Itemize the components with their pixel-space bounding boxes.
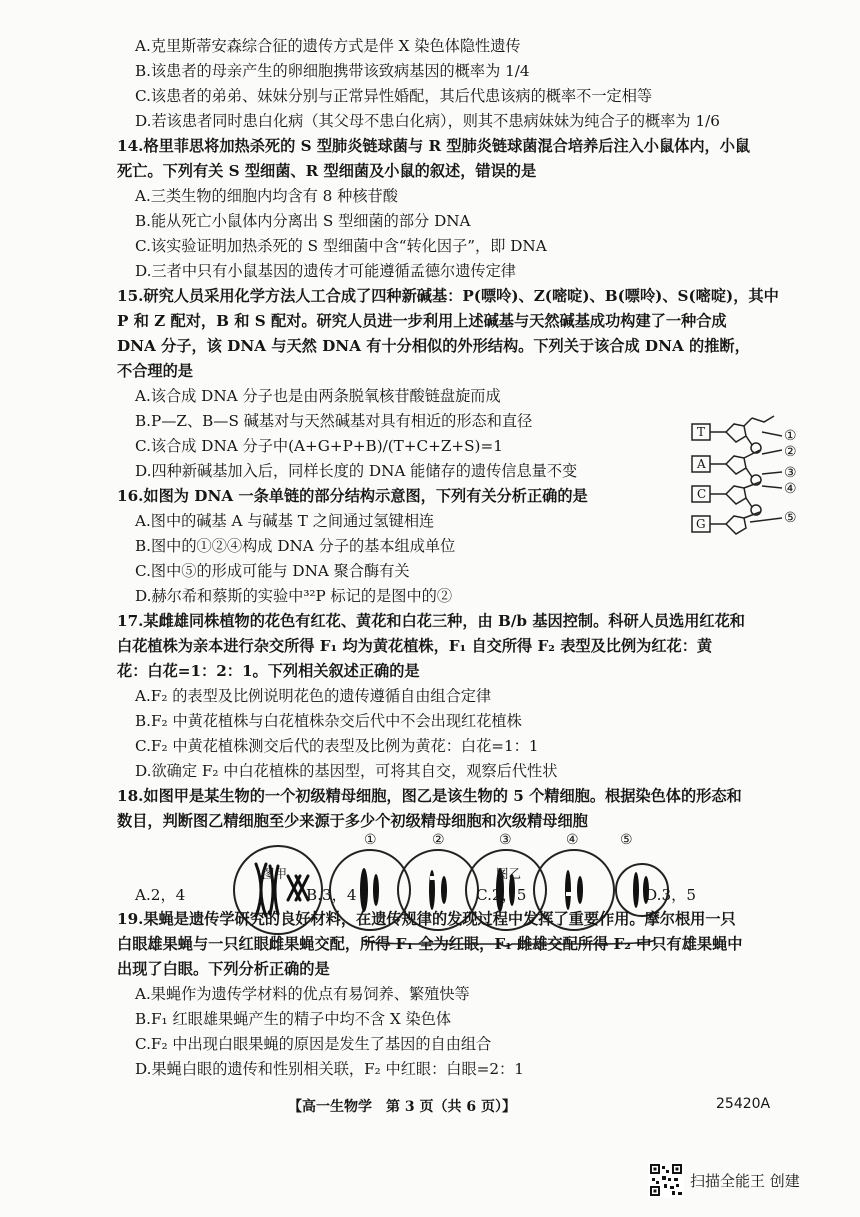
q18-choice-c: C.2，5 bbox=[476, 886, 527, 904]
cell-number-1: ① bbox=[364, 832, 377, 848]
q18-stem-line1: 18.如图甲是某生物的一个初级精母细胞，图乙是该生物的 5 个精细胞。根据染色体的形态和 bbox=[117, 787, 742, 805]
q14-option-b: B.能从死亡小鼠体内分离出 S 型细菌的部分 DNA bbox=[135, 212, 471, 230]
base-label-g: G bbox=[696, 517, 706, 531]
dna-marker-5: ⑤ bbox=[784, 510, 797, 526]
scanner-watermark: 扫描全能王 创建 bbox=[690, 1172, 800, 1190]
q13-option-d: D.若该患者同时患白化病（其父母不患白化病），则其不患病妹妹为纯合子的概率为 1/6 bbox=[135, 112, 720, 130]
q17-option-d: D.欲确定 F₂ 中白花植株的基因型，可将其自交，观察后代性状 bbox=[135, 762, 558, 780]
q13-option-b: B.该患者的母亲产生的卵细胞携带该致病基因的概率为 1/4 bbox=[135, 62, 530, 80]
base-label-a: A bbox=[697, 457, 706, 471]
q14-stem-line2: 死亡。下列有关 S 型细菌、R 型细菌及小鼠的叙述，错误的是 bbox=[117, 162, 537, 180]
q19-option-c: C.F₂ 中出现白眼果蝇的原因是发生了基因的自由组合 bbox=[135, 1035, 492, 1053]
base-label-t: T bbox=[697, 425, 706, 439]
q13-option-c: C.该患者的弟弟、妹妹分别与正常异性婚配，其后代患该病的概率不一定相等 bbox=[135, 87, 653, 105]
dna-marker-4: ④ bbox=[784, 481, 797, 497]
q14-option-c: C.该实验证明加热杀死的 S 型细菌中含“转化因子”，即 DNA bbox=[135, 237, 547, 255]
qr-code-icon bbox=[648, 1162, 684, 1198]
q17-option-c: C.F₂ 中黄花植株测交后代的表型及比例为黄花：白花=1：1 bbox=[135, 737, 539, 755]
q16-option-c: C.图中⑤的形成可能与 DNA 聚合酶有关 bbox=[135, 562, 410, 580]
q19-stem-line1: 19.果蝇是遗传学研究的良好材料，在遗传规律的发现过程中发挥了重要作用。摩尔根用一只 bbox=[117, 910, 736, 928]
dna-marker-1: ① bbox=[784, 428, 797, 444]
q14-stem-line1: 14.格里菲思将加热杀死的 S 型肺炎链球菌与 R 型肺炎链球菌混合培养后注入小鼠体内，小鼠 bbox=[117, 137, 751, 155]
q18-choice-a: A.2，4 bbox=[135, 886, 186, 904]
q19-option-a: A.果蝇作为遗传学材料的优点有易饲养、繁殖快等 bbox=[135, 985, 470, 1003]
q19-option-b: B.F₁ 红眼雄果蝇产生的精子中均不含 X 染色体 bbox=[135, 1010, 452, 1028]
cell-number-4: ④ bbox=[566, 832, 579, 848]
q17-stem-line1: 17.某雌雄同株植物的花色有红花、黄花和白花三种，由 B/b 基因控制。科研人员选用红花和 bbox=[117, 612, 745, 630]
q14-option-d: D.三者中只有小鼠基因的遗传才可能遵循孟德尔遗传定律 bbox=[135, 262, 516, 280]
q13-option-a: A.克里斯蒂安森综合征的遗传方式是伴 X 染色体隐性遗传 bbox=[135, 37, 521, 55]
q18-stem-line2: 数目，判断图乙精细胞至少来源于多少个初级精母细胞和次级精母细胞 bbox=[117, 812, 588, 830]
q15-option-a: A.该合成 DNA 分子也是由两条脱氧核苷酸链盘旋而成 bbox=[135, 387, 501, 405]
q19-stem-line2: 白眼雄果蝇与一只红眼雌果蝇交配，所得 F₁ 全为红眼，F₁ 雌雄交配所得 F₂ 中只有雄果蝇中 bbox=[117, 935, 743, 953]
figure-label-yi: 图乙 bbox=[496, 866, 522, 881]
q17-stem-line3: 花：白花=1：2：1。下列相关叙述正确的是 bbox=[117, 662, 420, 680]
q16-stem: 16.如图为 DNA 一条单链的部分结构示意图，下列有关分析正确的是 bbox=[117, 487, 588, 505]
q17-option-a: A.F₂ 的表型及比例说明花色的遗传遵循自由组合定律 bbox=[135, 687, 492, 705]
q19-stem-line3: 出现了白眼。下列分析正确的是 bbox=[117, 960, 330, 978]
q15-option-c: C.该合成 DNA 分子中(A+G+P+B)/(T+C+Z+S)=1 bbox=[135, 437, 503, 455]
q15-option-b: B.P—Z、B—S 碱基对与天然碱基对具有相近的形态和直径 bbox=[135, 412, 533, 430]
cell-number-2: ② bbox=[432, 832, 445, 848]
cell-number-3: ③ bbox=[499, 832, 512, 848]
figure-label-jia: 图甲 bbox=[262, 866, 288, 881]
q15-stem-line2: P 和 Z 配对，B 和 S 配对。研究人员进一步利用上述碱基与天然碱基成功构建了一种合成 bbox=[117, 312, 727, 330]
dna-strand-figure bbox=[690, 414, 830, 546]
q16-option-d: D.赫尔希和蔡斯的实验中³²P 标记的是图中的② bbox=[135, 587, 453, 605]
q18-choice-d: D.3，5 bbox=[645, 886, 696, 904]
page-footer: 【高一生物学 第 3 页（共 6 页）】 bbox=[288, 1099, 516, 1115]
dna-marker-3: ③ bbox=[784, 465, 797, 481]
q15-option-d: D.四种新碱基加入后，同样长度的 DNA 能储存的遗传信息量不变 bbox=[135, 462, 578, 480]
dna-marker-2: ② bbox=[784, 444, 797, 460]
q19-option-d: D.果蝇白眼的遗传和性别相关联，F₂ 中红眼：白眼=2：1 bbox=[135, 1060, 524, 1078]
q15-stem-line4: 不合理的是 bbox=[117, 362, 193, 380]
q17-option-b: B.F₂ 中黄花植株与白花植株杂交后代中不会出现红花植株 bbox=[135, 712, 522, 730]
q16-option-a: A.图中的碱基 A 与碱基 T 之间通过氢键相连 bbox=[135, 512, 435, 530]
q18-choice-b: B.3，4 bbox=[306, 886, 357, 904]
q15-stem-line1: 15.研究人员采用化学方法人工合成了四种新碱基：P(嘌呤)、Z(嘧啶)、B(嘌呤)、S(嘧啶)，其中 bbox=[117, 287, 779, 305]
q15-stem-line3: DNA 分子，该 DNA 与天然 DNA 有十分相似的外形结构。下列关于该合成 DNA 的推断， bbox=[117, 337, 750, 355]
paper-code: 25420A bbox=[716, 1096, 771, 1112]
q17-stem-line2: 白花植株为亲本进行杂交所得 F₁ 均为黄花植株，F₁ 自交所得 F₂ 表型及比例为红花：黄 bbox=[117, 637, 713, 655]
cell-number-5: ⑤ bbox=[620, 832, 633, 848]
q14-option-a: A.三类生物的细胞内均含有 8 种核苷酸 bbox=[135, 187, 398, 205]
base-label-c: C bbox=[697, 487, 707, 501]
q16-option-b: B.图中的①②④构成 DNA 分子的基本组成单位 bbox=[135, 537, 456, 555]
